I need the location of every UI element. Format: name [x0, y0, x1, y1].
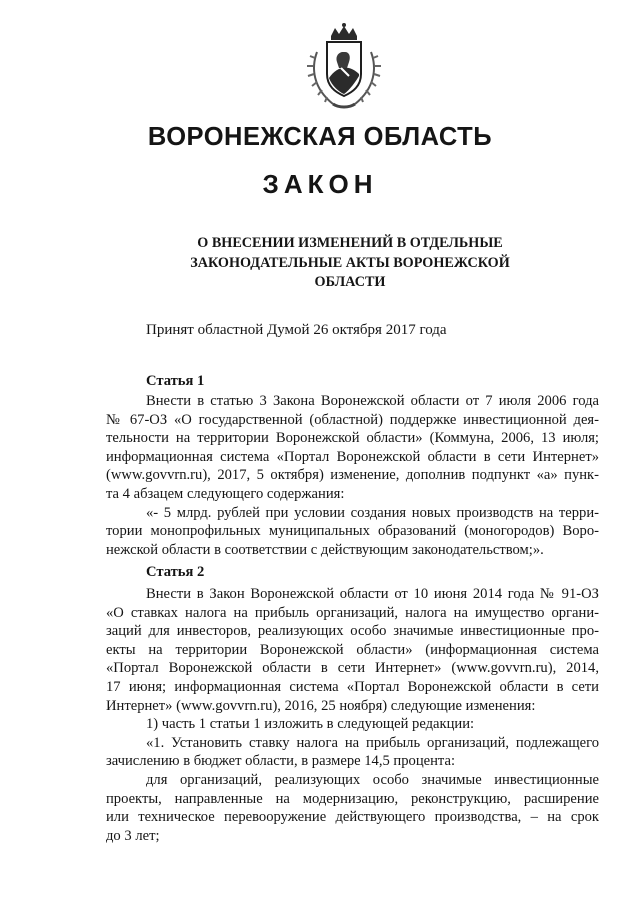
article-1-line: № 67-ОЗ «О государственной (областной) поддержке инвестиционной дея-	[106, 411, 599, 428]
document-type: ЗАКОН	[262, 169, 378, 199]
article-2-line: до 3 лет;	[106, 827, 160, 844]
article-2-line: 17 июня; информационная система «Портал Воронежской области в сети	[106, 679, 599, 695]
article-2-line: проекты, направленные на модернизацию, реконструкцию, расширение	[106, 790, 599, 807]
law-title	[130, 234, 570, 293]
region-name: ВОРОНЕЖСКАЯ ОБЛАСТЬ	[147, 123, 493, 151]
article-1-heading: Статья 1	[146, 373, 205, 389]
article-2-line: екты на территории Воронежской области» (информационная система	[106, 641, 599, 658]
voronezh-coat-of-arms-icon	[303, 22, 385, 114]
article-1-quote-line: нежской области в соответствии с действующим законодательством;».	[106, 541, 544, 558]
article-2-line: или техническое перевооружение действующего производства, – на срок	[106, 809, 599, 826]
article-2-line: Интернет» (www.govvrn.ru), 2016, 25 ноября) следующие изменения:	[106, 697, 536, 714]
article-2-line: Внести в Закон Воронежской области от 10 июня 2014 года № 91-ОЗ	[146, 586, 599, 602]
article-1-quote-line: тории монопрофильных муниципальных образований (моногородов) Воро-	[106, 523, 599, 540]
law-title-line: ОБЛАСТИ	[314, 274, 386, 290]
law-title-line: ЗАКОНОДАТЕЛЬНЫЕ АКТЫ ВОРОНЕЖСКОЙ	[190, 254, 510, 271]
article-2-line: для организаций, реализующих особо значимые инвестиционные	[146, 772, 599, 788]
article-2-line: заций для инвесторов, реализующих особо значимые инвестиционные про-	[106, 623, 599, 640]
article-1-line: тельности на территории Воронежской области» (Коммуна, 2006, 13 июля;	[106, 430, 599, 447]
article-2-line: 1) часть 1 статьи 1 изложить в следующей редакции:	[146, 716, 475, 733]
article-2-line: «1. Установить ставку налога на прибыль организаций, подлежащего	[146, 734, 599, 751]
article-1-line: та 4 абзацем следующего содержания:	[106, 486, 345, 502]
adoption-date: Принят областной Думой 26 октября 2017 года	[146, 322, 447, 338]
article-1-line: информационная система «Портал Воронежской области в сети Интернет»	[106, 448, 599, 465]
article-1-quote-line: «- 5 млрд. рублей при условии создания новых производств на терри-	[146, 504, 599, 521]
article-2-line: зачислению в бюджет области, в размере 14,5 процента:	[106, 753, 456, 770]
article-1-line: (www.govvrn.ru), 2017, 5 октября) изменение, дополнив подпункт «а» пунк-	[106, 467, 599, 484]
article-1-line: Внести в статью 3 Закона Воронежской области от 7 июля 2006 года	[146, 393, 599, 409]
article-2-line: «Портал Воронежской области в сети Интернет» (www.govvrn.ru), 2014,	[106, 660, 599, 677]
law-title-line: О ВНЕСЕНИИ ИЗМЕНЕНИЙ В ОТДЕЛЬНЫЕ	[197, 235, 503, 251]
article-2-heading: Статья 2	[146, 564, 205, 580]
article-2-line: «О ставках налога на прибыль организаций, налога на имущество органи-	[106, 604, 599, 621]
